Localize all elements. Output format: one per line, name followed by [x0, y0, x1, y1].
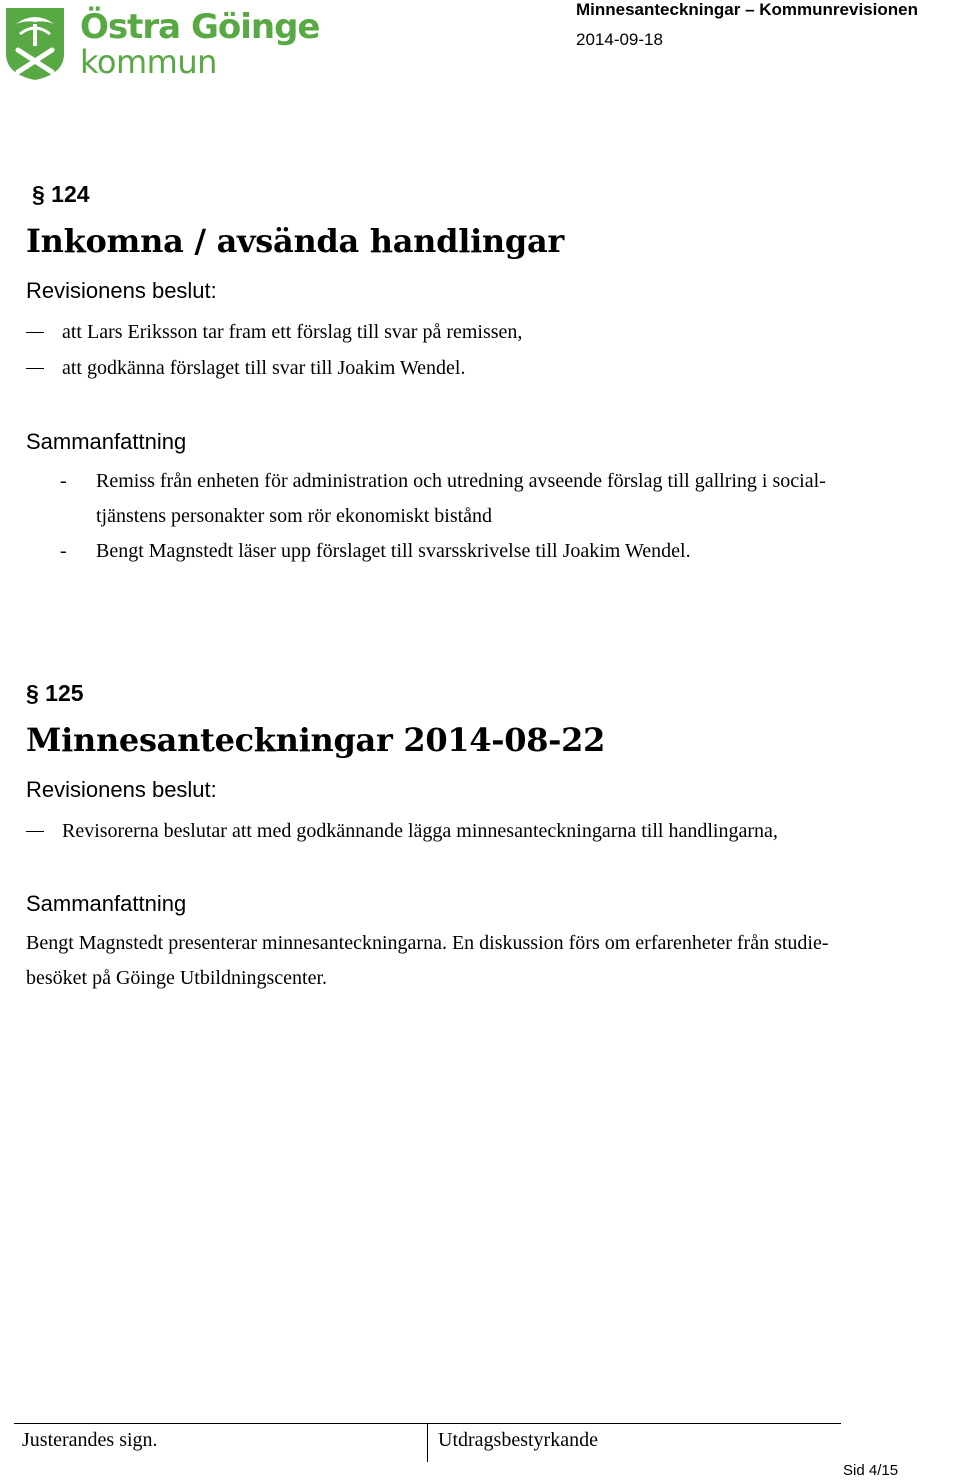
summary-heading: Sammanfattning — [26, 429, 187, 454]
dash-bullet — [26, 831, 44, 832]
summary-item — [60, 469, 950, 493]
decision-heading: Revisionens beslut: — [26, 278, 217, 303]
hyphen-bullet: - — [60, 470, 67, 492]
decision-text: att Lars Eriksson tar fram ett förslag till svar på remissen, — [62, 321, 523, 343]
summary-text-continued: besöket på Göinge Utbildningscenter. — [26, 967, 328, 989]
decision-text: att godkänna förslaget till svar till Joakim Wendel. — [62, 357, 466, 379]
signature-label: Justerandes sign. — [22, 1429, 158, 1451]
summary-text: Bengt Magnstedt presenterar minnesanteckningarna. En diskussion förs om erfarenheter från studie- — [26, 932, 829, 954]
summary-item — [60, 539, 950, 563]
section-number: § 125 — [26, 680, 84, 706]
section-title: Inkomna / avsända handlingar — [26, 222, 564, 260]
dash-bullet — [26, 332, 44, 333]
section-title: Minnesanteckningar 2014-08-22 — [26, 721, 606, 759]
page-number: Sid 4/15 — [843, 1462, 899, 1479]
municipality-logo — [2, 4, 68, 82]
logo-name: Östra Göinge — [80, 7, 320, 47]
summary-text: Remiss från enheten för administration och utredning avseende förslag till gallring i social- — [96, 470, 826, 492]
document-date: 2014-09-18 — [576, 30, 663, 49]
section-number: § 124 — [32, 181, 90, 207]
decision-text: Revisorerna beslutar att med godkännande lägga minnesanteckningarna till handlingarna, — [62, 820, 778, 842]
footer-divider — [427, 1424, 428, 1462]
document-title: Minnesanteckningar – Kommunrevisionen — [576, 0, 918, 19]
summary-text-continued: tjänstens personakter som rör ekonomiskt bistånd — [96, 505, 493, 527]
dash-bullet — [26, 368, 44, 369]
certification-label: Utdragsbestyrkande — [438, 1429, 598, 1451]
summary-heading: Sammanfattning — [26, 891, 187, 916]
decision-heading: Revisionens beslut: — [26, 777, 217, 802]
hyphen-bullet: - — [60, 540, 67, 562]
summary-text: Bengt Magnstedt läser upp förslaget till svarsskrivelse till Joakim Wendel. — [96, 540, 691, 562]
logo-subname: kommun — [80, 43, 217, 81]
